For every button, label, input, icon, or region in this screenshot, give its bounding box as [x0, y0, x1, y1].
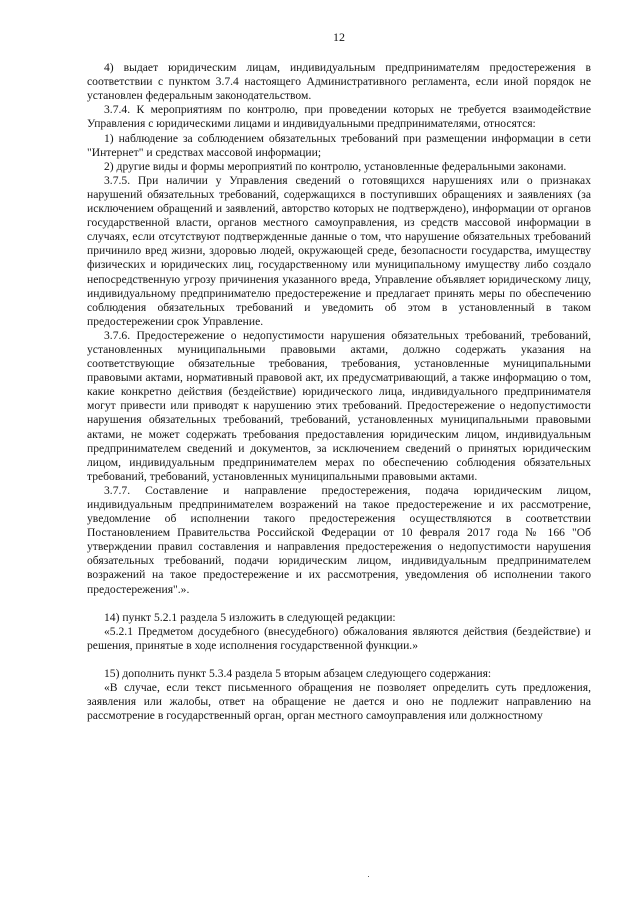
paragraph-5-2-1-quote: «5.2.1 Предметом досудебного (внесудебного) обжалования являются действия (бездействие) и решения, принятые в ходе исполнения государственной функции.»	[87, 624, 591, 652]
paragraph-amendment-15: 15) дополнить пункт 5.3.4 раздела 5 вторым абзацем следующего содержания:	[104, 666, 492, 680]
paragraph-5-3-4-quote: «В случае, если текст письменного обращения не позволяет определить суть предложения, заявления или жалобы, ответ на обращение не дается и оно не подлежит направлению на рассмотрение в государственный орган, орган местного самоуправления или должностному	[87, 681, 591, 723]
paragraph-3-7-4: 3.7.4. К мероприятиям по контролю, при проведении которых не требуется взаимодействие Управления с юридическими лицами и индивидуальными предпринимателями, относятся:	[87, 103, 591, 131]
paragraph-3-7-5: 3.7.5. При наличии у Управления сведений о готовящихся нарушениях или о признаках нарушений обязательных требований, содержащихся в поступивших обращениях и заявлениях (за исключением обращений и заявлений, авторство которых не подтверждено), информации от органов государственной власти, органов местного самоуправления, из средств массовой информации в случаях, если отсутствуют подтвержденные данные о том, что нарушение обязательных требований причинило вред жизни, здоровью людей, окружающей среде, безопасности государства, имуществу физических и юридических лиц, государственному или муниципальному имуществу либо создало непосредственную угрозу причинения указанного вреда, Управление объявляет юридическому лицу, индивидуальному предпринимателю предостережение и предлагает принять меры по обеспечению соблюдения обязательных требований и уведомить об этом в установленный в таком предостережении срок Управление.	[87, 173, 591, 328]
scan-speck	[368, 876, 369, 877]
paragraph-item-1: 1) наблюдение за соблюдением обязательных требований при размещении информации в сети "Интернет" и средствах массовой информации;	[87, 131, 591, 159]
paragraph-item-4: 4) выдает юридическим лицам, индивидуальным предпринимателям предостережения в соответствии с пунктом 3.7.4 настоящего Административного регламента, если иной порядок не установлен федеральным законодательством.	[87, 61, 591, 103]
page-number: 12	[333, 30, 345, 44]
paragraph-3-7-6: 3.7.6. Предостережение о недопустимости нарушения обязательных требований, требований, установленных муниципальными правовыми актами, должно содержать указания на соответствующие обязательные требования, требования, установленные муниципальными правовыми актами, нормативный правовой акт, их предусматривающий, а также информацию о том, какие конкретно действия (бездействие) юридического лица, индивидуального предпринимателя могут привести или приводят к нарушению этих требований. Предостережение о недопустимости нарушения обязательных требований, требований, установленных муниципальными правовыми актами, не может содержать требования предоставления юридическим лицом, индивидуальным предпринимателем сведений и документов, за исключением сведений о принятых юридическим лицом, индивидуальным предпринимателем мерах по обеспечению соблюдения обязательных требований, требований, установленных муниципальными правовыми актами.	[87, 328, 591, 483]
paragraph-amendment-14: 14) пункт 5.2.1 раздела 5 изложить в следующей редакции:	[104, 610, 396, 624]
paragraph-item-2: 2) другие виды и формы мероприятий по контролю, установленные федеральными законами.	[104, 159, 567, 173]
paragraph-3-7-7: 3.7.7. Составление и направление предостережения, подача юридическим лицом, индивидуальным предпринимателем возражений на такое предостережение и их рассмотрение, уведомление об исполнении такого предостережения осуществляются в соответствии Постановлением Правительства Российской Федерации от 10 февраля 2017 года № 166 "Об утверждении правил составления и направления предостережения о недопустимости нарушения обязательных требований, подачи юридическим лицом, индивидуальным предпринимателем возражений на такое предостережение и их рассмотрения, уведомления об исполнении такого предостережения".».	[87, 483, 591, 596]
